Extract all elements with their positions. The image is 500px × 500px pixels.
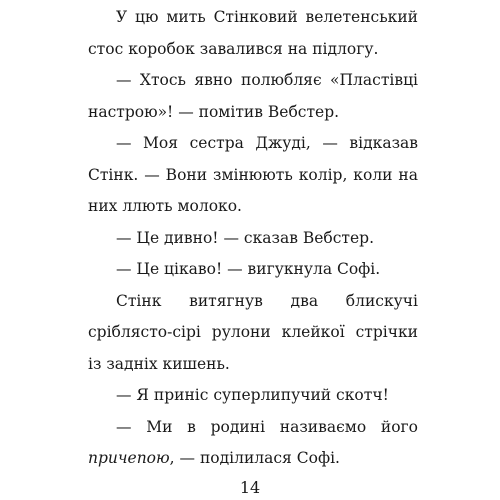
paragraph: — Це дивно! — сказав Вебстер. [116,228,375,247]
paragraph: — Це цікаво! — вигукнула Софі. [116,260,381,278]
paragraph-text: — Ми в родині називаємо його [116,417,418,436]
italic-word: причепою [88,449,170,467]
paragraph: У цю мить Стінковий велетенський стос коробок завалився на підлогу. [88,8,418,58]
paragraph: Стінк витягнув два блискучі сріблясто-сірі рулони клейкої стрічки із задніх кишень. [88,291,418,373]
page-text [88,2,418,475]
paragraph: — Хтось явно полюбляє «Пластівці настрою»! — помітив Вебстер. [88,71,418,121]
paragraph-text: , — поділилася Софі. [169,449,340,467]
page-number: 14 [239,478,261,497]
paragraph-with-italic [88,412,418,475]
paragraph: — Моя сестра Джуді, — відказав Стінк. — Вони змінюють колір, коли на них ллють молоко. [88,134,418,215]
paragraph: — Я приніс суперлипучий скотч! [116,386,389,404]
